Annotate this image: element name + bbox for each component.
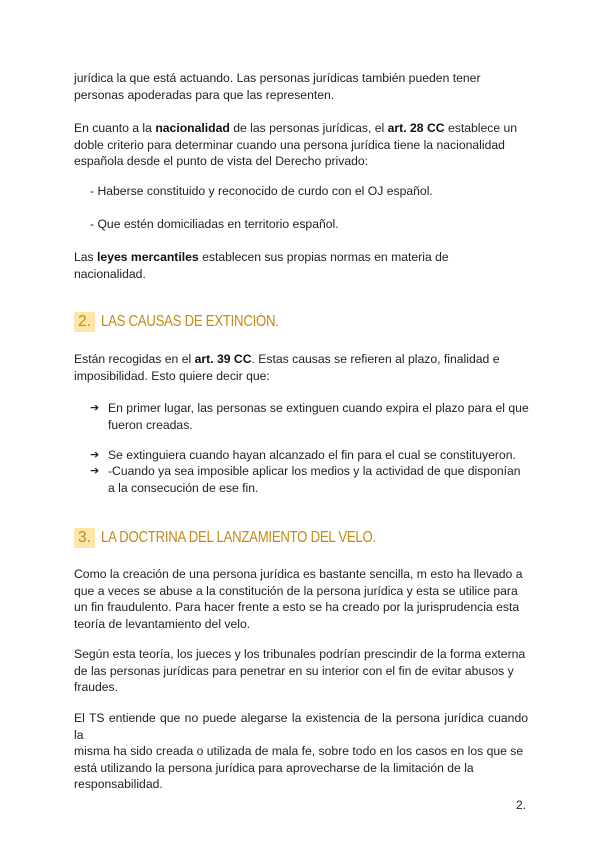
bold-nacionalidad: nacionalidad [155, 121, 230, 135]
paragraph-veil-theory [74, 646, 528, 696]
text-line: -Cuando ya sea imposible aplicar los medios y la actividad de que disponían [108, 464, 521, 478]
text-line: jurídica la que está actuando. Las personas jurídicas también pueden tener [74, 71, 481, 85]
section-number: 3. [74, 528, 95, 548]
text-line: nacionalidad. [74, 266, 146, 281]
text-line: española desde el punto de vista del Derecho privado: [74, 154, 369, 169]
text-line: fraudes. [74, 680, 119, 695]
arrow-icon: ➔ [90, 464, 100, 477]
text-run: En cuanto a la [74, 121, 156, 135]
page-number: 2. [515, 798, 526, 812]
text-line: un fin fraudulento. Para hacer frente a esto se ha creado por la jurisprudencia esta [74, 600, 520, 615]
text-line: a la consecución de ese fin. [108, 480, 259, 495]
section-heading-2 [74, 312, 310, 332]
text-line: responsabilidad. [74, 777, 163, 792]
text-run: establece un [444, 121, 518, 135]
bullet-item-1 [90, 400, 530, 433]
arrow-icon: ➔ [90, 401, 100, 414]
text-line: En primer lugar, las personas se extinguen cuando expira el plazo para el que [108, 401, 529, 415]
text-run: Están recogidas en el [74, 352, 195, 366]
paragraph-extinction-intro [74, 351, 528, 384]
text-run: Las [74, 250, 98, 264]
text-line: Se extinguiera cuando hayan alcanzado el fin para el cual se constituyeron. [108, 448, 516, 462]
text-line: imposibilidad. Esto quiere decir que: [74, 368, 270, 383]
paragraph-supreme-court [74, 710, 528, 793]
section-title: LA DOCTRINA DEL LANZAMIENTO DEL VELO. [100, 529, 376, 546]
text-line: fueron creadas. [108, 417, 193, 432]
paragraph-representation [74, 70, 528, 103]
dash-item-2: - Que estén domiciliadas en territorio español. [90, 217, 339, 231]
text-line: está utilizando la persona jurídica para aprovecharse de la limitación de la [74, 760, 474, 775]
text-line: teoría de levantamiento del velo. [74, 616, 251, 631]
text-line: doble criterio para determinar cuando una persona jurídica tiene la nacionalidad [74, 137, 505, 152]
text-line: que a veces se abuse a la constitución de la persona jurídica y esta se utilice para [74, 583, 518, 598]
text-run: de las personas jurídicas, el [229, 121, 388, 135]
bullet-item-2 [90, 447, 530, 464]
text-line: Como la creación de una persona jurídica es bastante sencilla, m esto ha llevado a [74, 567, 523, 581]
section-title: LAS CAUSAS DE EXTINCIÓN. [100, 313, 279, 330]
arrow-icon: ➔ [90, 448, 100, 461]
text-line: El TS entiende que no puede alegarse la existencia de la persona jurídica cuando la [74, 711, 528, 742]
text-line: Según esta teoría, los jueces y los tribunales podrían prescindir de la forma externa [74, 647, 526, 661]
dash-item-1: - Haberse constituido y reconocido de curdo con el OJ español. [90, 184, 433, 198]
paragraph-veil-intro [74, 566, 528, 632]
bullet-item-3 [90, 463, 530, 496]
bold-art28: art. 28 CC [387, 121, 445, 135]
bold-art39: art. 39 CC [194, 352, 252, 366]
paragraph-nationality [74, 120, 528, 170]
text-run: establecen sus propias normas en materia de [198, 250, 449, 264]
text-line: personas apoderadas para que las representen. [74, 87, 335, 102]
section-heading-3 [74, 528, 424, 548]
text-run: . Estas causas se refieren al plazo, finalidad e [251, 352, 500, 366]
text-line: de las personas jurídicas para penetrar en su interior con el fin de evitar abusos y [74, 663, 514, 678]
paragraph-commercial-laws [74, 249, 528, 282]
bold-leyes-mercantiles: leyes mercantiles [97, 250, 199, 264]
text-line: misma ha sido creada o utilizada de mala fe, sobre todo en los casos en los que se [74, 744, 524, 759]
section-number: 2. [74, 312, 95, 332]
